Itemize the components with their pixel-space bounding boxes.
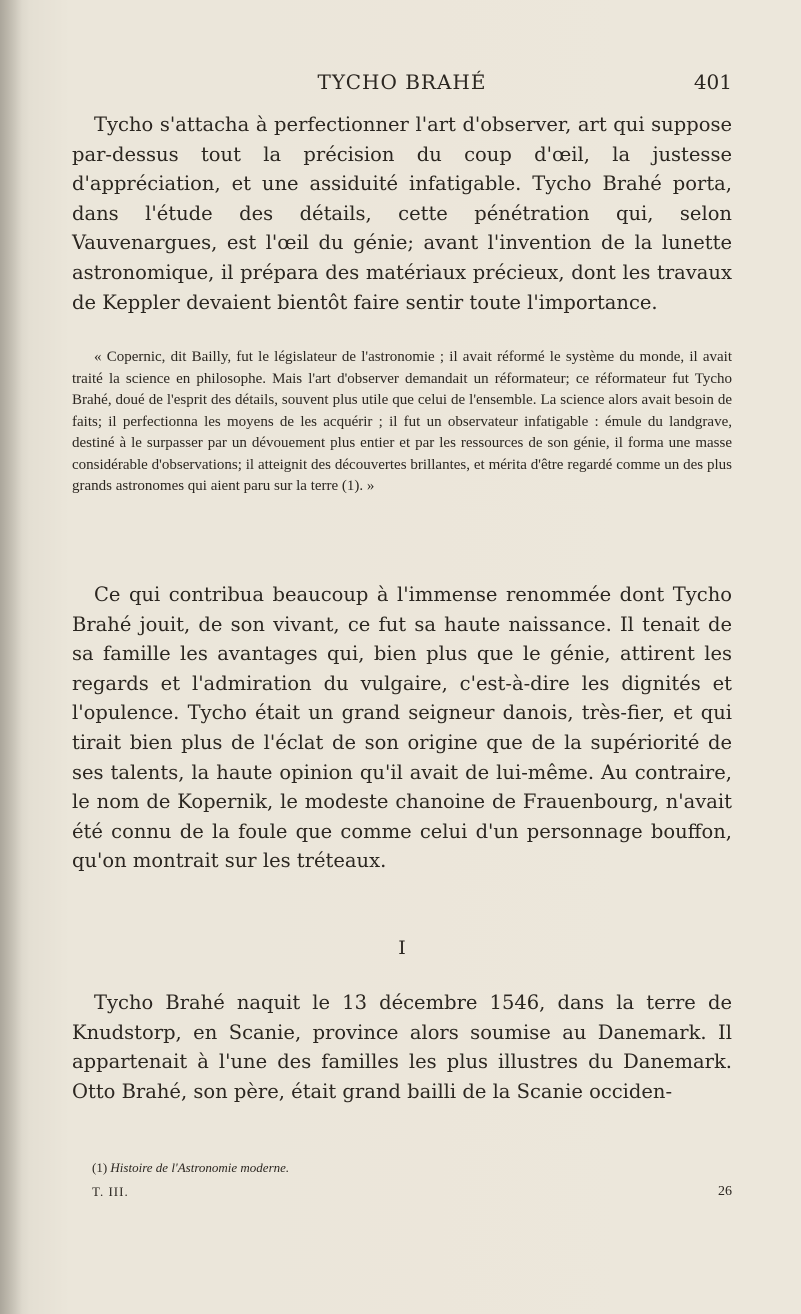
paragraph-1: Tycho s'attacha à perfectionner l'art d'observer, art qui suppose par-dessus tout la précision du coup d'œil, la justesse d'appréciation, et une assiduité infatigable. Tycho Brahé porta, dans l'étude des détails, cette pénétration qui, selon Vauvenargues, est l'œil du génie; avant l'invention de la lunette astronomique, il prépara des matériaux précieux, dont les travaux de Keppler devaient bientôt faire sentir toute l'importance. — [72, 113, 732, 314]
quotation-bailly: « Copernic, dit Bailly, fut le législateur de l'astronomie ; il avait réformé le système du monde, il avait traité la science en philosophe. Mais l'art d'observer demandait un réformateur; ce réformateur fut Tycho Brahé, doué de l'esprit des détails, souvent plus utile que celui de l'ensemble. La science alors avait besoin de faits; il perfectionna les moyens de les acquérir ; il fut un observateur infatigable : émule du landgrave, destiné à le surpasser par un dévouement plus entier et par les ressources de son génie, il forma une masse considérable d'observations; il atteignit des découvertes brillantes, et mérita d'être regardé comme un des plus grands astronomes qui aient paru sur la terre (1). » — [72, 349, 732, 494]
page-header — [72, 66, 732, 100]
footnote-source: Histoire de l'Astronomie moderne. — [110, 1160, 290, 1175]
sheet-number: 26 — [718, 1184, 732, 1199]
footnote — [92, 1160, 289, 1176]
paragraph-3: Tycho Brahé naquit le 13 décembre 1546, dans la terre de Knudstorp, en Scanie, province alors soumise au Danemark. Il appartenait à l'une des familles les plus illustres du Danemark. Otto Brahé, son père, était grand bailli de la Scanie occiden- — [72, 991, 732, 1103]
page-number: 401 — [693, 70, 732, 94]
volume-signature: T. III. — [92, 1184, 129, 1199]
gutter-shadow — [0, 0, 22, 1314]
running-title: TYCHO BRAHÉ — [317, 70, 487, 94]
section-number: I — [398, 937, 406, 959]
footnote-marker: (1) — [92, 1160, 108, 1175]
paragraph-2: Ce qui contribua beaucoup à l'immense renommée dont Tycho Brahé jouit, de son vivant, ce fut sa haute naissance. Il tenait de sa famille les avantages qui, bien plus que le génie, attirent les regards et l'admiration du vulgaire, c'est-à-dire les dignités et l'opulence. Tycho était un grand seigneur danois, très-fier, et qui tirait bien plus de l'éclat de son origine que de la supériorité de ses talents, la haute opinion qu'il avait de lui-même. Au contraire, le nom de Kopernik, le modeste chanoine de Frauenbourg, n'avait été connu de la foule que comme celui d'un personnage bouffon, qu'on montrait sur les tréteaux. — [72, 583, 732, 873]
